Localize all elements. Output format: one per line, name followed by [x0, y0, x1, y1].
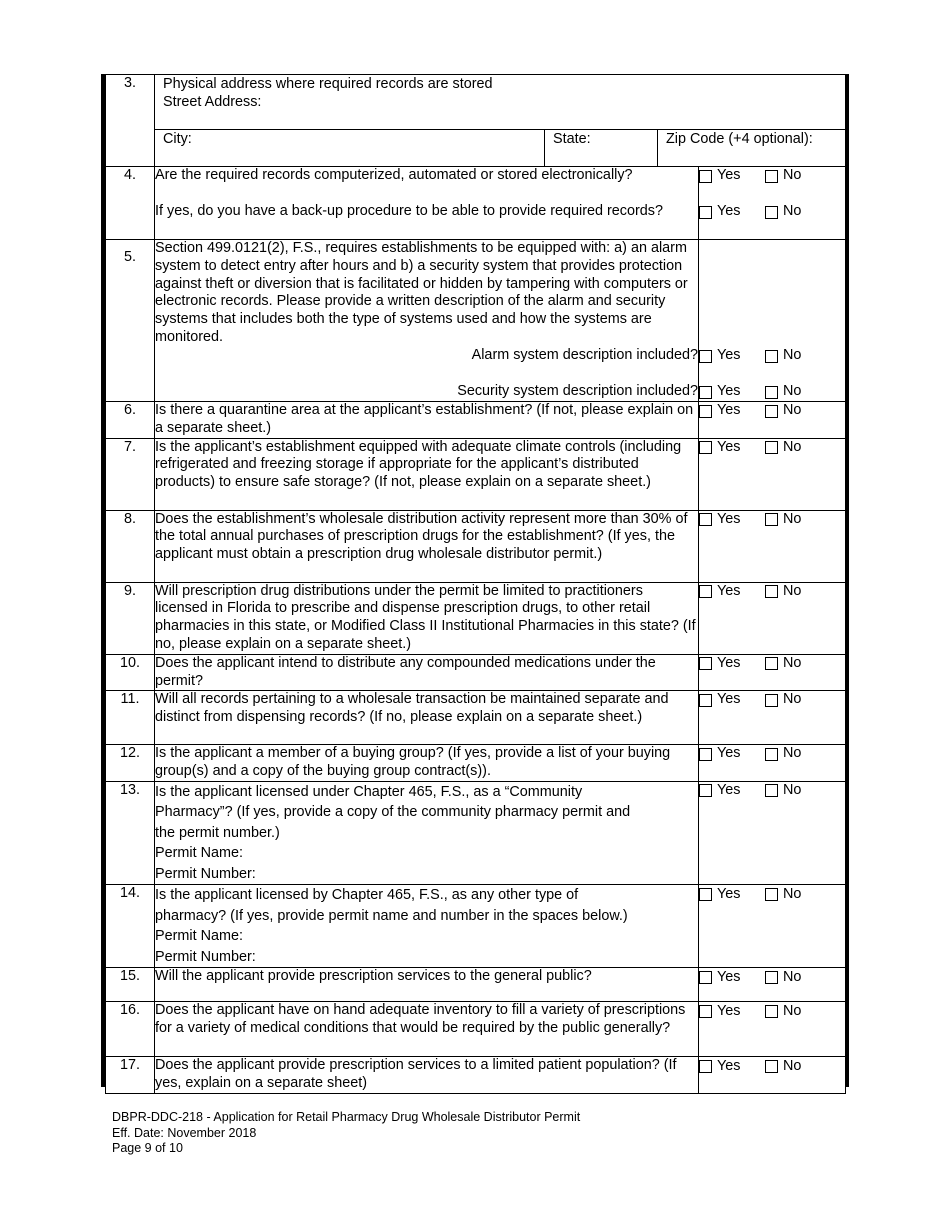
question-row-9	[106, 582, 846, 654]
question-number: 17.	[106, 1057, 155, 1094]
question-row-11	[106, 691, 846, 745]
question-number: 12.	[106, 745, 155, 782]
question-text: Are the required records computerized, automated or stored electronically?	[155, 167, 633, 183]
question-row-13	[106, 781, 846, 885]
no-label: No	[783, 968, 802, 985]
alarm-question: Alarm system description included?	[471, 346, 698, 363]
no-checkbox[interactable]	[765, 1005, 778, 1018]
question-number: 5.	[106, 240, 155, 402]
question-text: Is there a quarantine area at the applicant’s establishment? (If not, please explain on a separate sheet.)	[155, 402, 699, 439]
question-number: 14.	[106, 885, 155, 968]
no-label: No	[783, 203, 802, 220]
no-checkbox[interactable]	[765, 1060, 778, 1073]
question-text: Does the applicant have on hand adequate inventory to fill a variety of prescriptions for a variety of medical conditions that would be required by the public generally?	[155, 1002, 699, 1057]
yes-label: Yes	[717, 582, 741, 599]
yes-checkbox[interactable]	[699, 206, 712, 219]
question-number: 10.	[106, 654, 155, 691]
yes-label: Yes	[717, 968, 741, 985]
question-row-4	[106, 167, 846, 240]
question-text: Is the applicant’s establishment equipped with adequate climate controls (including refrigerated and freezing storage if appropriate for the applicant’s distributed products) to ensure safe storage? (If not, please explain on a separate sheet.)	[155, 438, 699, 510]
yes-checkbox[interactable]	[699, 1005, 712, 1018]
no-label: No	[783, 654, 802, 671]
question-row-3	[106, 75, 846, 167]
zip-label: Zip Code (+4 optional):	[666, 131, 813, 147]
no-label: No	[783, 438, 802, 455]
yes-checkbox[interactable]	[699, 1060, 712, 1073]
no-label: No	[783, 691, 802, 708]
question-number: 6.	[106, 402, 155, 439]
question-text: If yes, do you have a back-up procedure to be able to provide required records?	[155, 202, 663, 219]
yes-checkbox[interactable]	[699, 585, 712, 598]
yes-checkbox[interactable]	[699, 386, 712, 399]
question-row-10	[106, 654, 846, 691]
question-text: Will the applicant provide prescription services to the general public?	[155, 968, 699, 1002]
yes-label: Yes	[717, 347, 741, 364]
question-row-7	[106, 438, 846, 510]
question-text: Will prescription drug distributions under the permit be limited to practitioners licensed in Florida to prescribe and dispense prescription drugs, to other retail pharmacies in this state, or Modified Class II Institutional Pharmacies in this state? (If no, please explain on a separate sheet.)	[155, 582, 699, 654]
yes-label: Yes	[717, 691, 741, 708]
question-text: Is the applicant licensed under Chapter 465, F.S., as a “Community	[155, 783, 583, 800]
question-text: Does the establishment’s wholesale distribution activity represent more than 30% of the total annual purchases of prescription drugs for the establishment? (If yes, the applicant must obtain a prescription drug wholesale distributor permit.)	[155, 510, 699, 582]
yes-label: Yes	[717, 510, 741, 527]
yes-checkbox[interactable]	[699, 513, 712, 526]
city-label: City:	[163, 131, 192, 147]
no-checkbox[interactable]	[765, 441, 778, 454]
no-checkbox[interactable]	[765, 971, 778, 984]
question-number: 16.	[106, 1002, 155, 1057]
zip-field[interactable]	[657, 130, 845, 166]
no-label: No	[783, 745, 802, 762]
yes-checkbox[interactable]	[699, 657, 712, 670]
yes-label: Yes	[717, 1057, 741, 1074]
permit-name-field[interactable]: Permit Name:	[155, 845, 243, 862]
yes-label: Yes	[717, 383, 741, 400]
yes-label: Yes	[717, 885, 741, 902]
page-footer	[112, 1110, 580, 1157]
yes-label: Yes	[717, 402, 741, 419]
no-checkbox[interactable]	[765, 784, 778, 797]
question-row-8	[106, 510, 846, 582]
records-address-label: Physical address where required records are stored	[163, 76, 493, 92]
question-text: Does the applicant intend to distribute any compounded medications under the permit?	[155, 654, 699, 691]
question-row-12	[106, 745, 846, 782]
state-field[interactable]	[544, 130, 657, 166]
question-row-15	[106, 968, 846, 1002]
question-number: 8.	[106, 510, 155, 582]
no-checkbox[interactable]	[765, 657, 778, 670]
yes-label: Yes	[717, 167, 741, 184]
no-checkbox[interactable]	[765, 748, 778, 761]
yes-label: Yes	[717, 654, 741, 671]
question-number: 11.	[106, 691, 155, 745]
effective-date: Eff. Date: November 2018	[112, 1125, 257, 1140]
yes-checkbox[interactable]	[699, 784, 712, 797]
no-label: No	[783, 383, 802, 400]
no-label: No	[783, 347, 802, 364]
yes-label: Yes	[717, 782, 741, 799]
yes-checkbox[interactable]	[699, 441, 712, 454]
question-text: Section 499.0121(2), F.S., requires establishments to be equipped with: a) an alarm system to detect entry after hours and b) a security system that provides protection against theft or diversion that is facilitated or hidden by tampering with computers or electronic records. Please provide a written description of the alarm and security systems that includes both the type of systems used and how the systems are monitored.	[155, 240, 688, 345]
form-title: DBPR-DDC-218 - Application for Retail Pharmacy Drug Wholesale Distributor Permit	[112, 1110, 581, 1124]
no-label: No	[783, 167, 802, 184]
question-text: Will all records pertaining to a wholesale transaction be maintained separate and distinct from dispensing records? (If no, please explain on a separate sheet.)	[155, 691, 699, 745]
no-checkbox[interactable]	[765, 405, 778, 418]
no-label: No	[783, 510, 802, 527]
yes-checkbox[interactable]	[699, 350, 712, 363]
no-label: No	[783, 582, 802, 599]
question-number: 13.	[106, 781, 155, 885]
question-number: 4.	[106, 167, 155, 240]
permit-number-field[interactable]: Permit Number:	[155, 865, 256, 882]
question-text: Is the applicant a member of a buying group? (If yes, provide a list of your buying group(s) and a copy of the buying group contract(s)).	[155, 745, 699, 782]
question-number: 7.	[106, 438, 155, 510]
no-label: No	[783, 402, 802, 419]
yes-checkbox[interactable]	[699, 405, 712, 418]
security-question: Security system description included?	[457, 382, 698, 399]
question-number: 3.	[106, 75, 155, 167]
question-text: Does the applicant provide prescription services to a limited patient population? (If yes, explain on a separate sheet)	[155, 1057, 699, 1094]
no-label: No	[783, 1002, 802, 1019]
yes-checkbox[interactable]	[699, 971, 712, 984]
question-number: 15.	[106, 968, 155, 1002]
yes-label: Yes	[717, 438, 741, 455]
question-row-17	[106, 1057, 846, 1094]
no-checkbox[interactable]	[765, 206, 778, 219]
yes-checkbox[interactable]	[699, 888, 712, 901]
question-text: Pharmacy”? (If yes, provide a copy of the community pharmacy permit and	[155, 804, 631, 821]
yes-checkbox[interactable]	[699, 694, 712, 707]
question-number: 9.	[106, 582, 155, 654]
no-checkbox[interactable]	[765, 513, 778, 526]
questions-table	[105, 74, 846, 1094]
yes-checkbox[interactable]	[699, 170, 712, 183]
no-checkbox[interactable]	[765, 386, 778, 399]
question-row-14	[106, 885, 846, 968]
permit-name-field[interactable]: Permit Name:	[155, 928, 243, 945]
yes-checkbox[interactable]	[699, 748, 712, 761]
state-label: State:	[553, 131, 591, 147]
no-checkbox[interactable]	[765, 888, 778, 901]
street-address-label[interactable]: Street Address:	[163, 93, 262, 110]
question-row-5	[106, 240, 846, 402]
yes-label: Yes	[717, 745, 741, 762]
no-label: No	[783, 1057, 802, 1074]
city-field[interactable]	[155, 130, 544, 166]
no-checkbox[interactable]	[765, 170, 778, 183]
question-text: pharmacy? (If yes, provide permit name and number in the spaces below.)	[155, 907, 628, 924]
yes-label: Yes	[717, 1002, 741, 1019]
question-text: the permit number.)	[155, 824, 280, 841]
no-checkbox[interactable]	[765, 694, 778, 707]
no-checkbox[interactable]	[765, 585, 778, 598]
yes-label: Yes	[717, 203, 741, 220]
no-label: No	[783, 782, 802, 799]
no-checkbox[interactable]	[765, 350, 778, 363]
permit-number-field[interactable]: Permit Number:	[155, 948, 256, 965]
question-row-6	[106, 402, 846, 439]
question-text: Is the applicant licensed by Chapter 465, F.S., as any other type of	[155, 887, 579, 904]
question-row-16	[106, 1002, 846, 1057]
page-number: Page 9 of 10	[112, 1141, 183, 1155]
no-label: No	[783, 885, 802, 902]
